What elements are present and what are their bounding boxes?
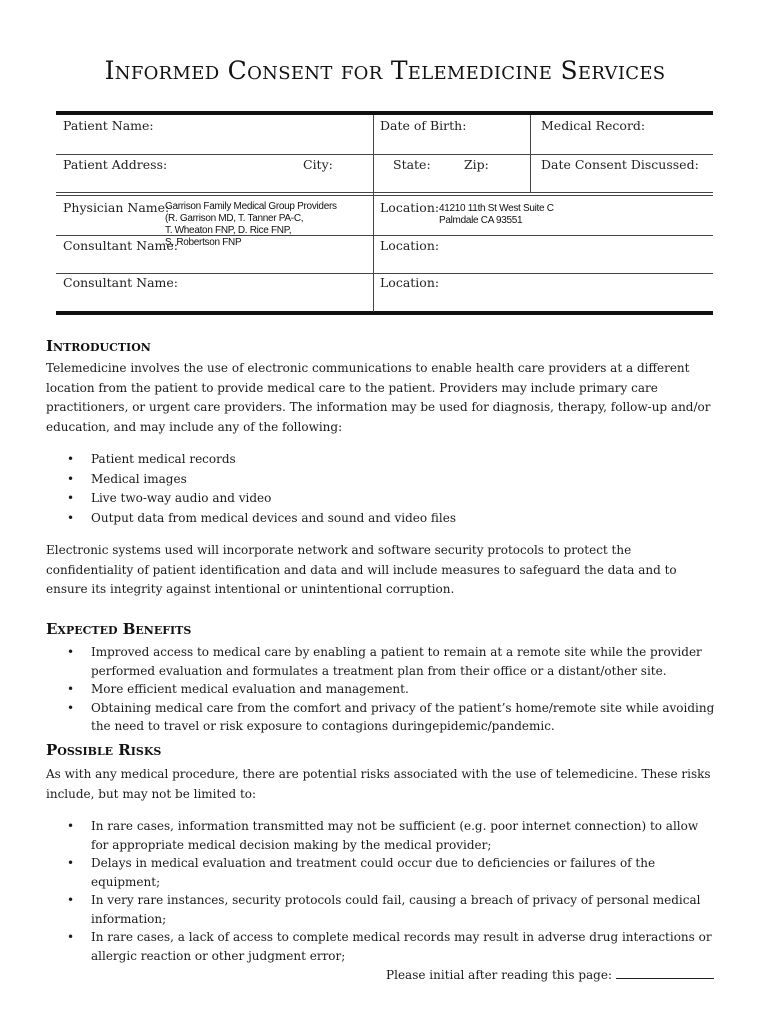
location-line-1: 41210 11th St West Suite C <box>439 203 554 214</box>
list-item: • In rare cases, a lack of access to complete medical records may result in adverse drug interactions or allergic reaction or other judgment error; <box>67 930 712 963</box>
location-label: Location: <box>380 200 440 215</box>
list-item: • Output data from medical devices and sound and video files <box>46 509 718 529</box>
dob-label: Date of Birth: <box>380 118 467 133</box>
consultant-location-label-2: Location: <box>380 275 440 290</box>
consultant-name-label-2: Consultant Name: <box>63 275 178 290</box>
introduction-heading: Introduction <box>46 337 151 355</box>
list-item: • Obtaining medical care from the comfort and privacy of the patient’s home/remote site while avoiding the need to travel or risk exposure to contagions duringepidemic/pandemic. <box>67 700 715 733</box>
introduction-list <box>46 450 718 528</box>
list-item: • More efficient medical evaluation and management. <box>46 680 718 699</box>
physician-name-line-1: Garrison Family Medical Group Providers <box>165 201 337 212</box>
physician-name-line-3: T. Wheaton FNP, D. Rice FNP, <box>165 225 292 236</box>
list-item: • In rare cases, information transmitted may not be sufficient (e.g. poor internet connection) to allow for appropriate medical decision making by the medical provider; <box>67 819 699 852</box>
page-title: Informed Consent for Telemedicine Services <box>104 56 666 85</box>
state-label: State: <box>393 157 431 172</box>
table-row-divider <box>56 195 713 196</box>
bullet-icon: • <box>67 510 75 525</box>
table-row-divider <box>56 154 713 155</box>
list-item: • Improved access to medical care by enabling a patient to remain at a remote site while the provider performed evaluation and formulates a treatment plan from their office or a distant/other site. <box>67 645 702 678</box>
table-top-rule <box>56 111 713 115</box>
initial-field[interactable] <box>616 966 714 979</box>
initial-label: Please initial after reading this page: <box>386 968 612 982</box>
location-line-2: Palmdale CA 93551 <box>439 215 523 226</box>
list-item: • In very rare instances, security protocols could fail, causing a breach of privacy of personal medical information; <box>67 893 701 926</box>
risks-heading: Possible Risks <box>46 741 162 759</box>
table-bottom-rule <box>56 311 713 315</box>
city-label: City: <box>303 157 333 172</box>
list-item: • Medical images <box>46 470 718 490</box>
bullet-icon: • <box>67 491 75 505</box>
bullet-icon: • <box>67 471 75 486</box>
list-item: • Delays in medical evaluation and treatment could occur due to deficiencies or failures of the equipment; <box>67 856 656 889</box>
list-item: • Live two-way audio and video <box>46 489 718 509</box>
patient-name-label: Patient Name: <box>63 118 154 133</box>
bullet-icon: • <box>67 452 75 466</box>
benefits-heading: Expected Benefits <box>46 620 192 638</box>
initial-prompt <box>386 966 714 982</box>
bullet-icon: • <box>67 930 75 944</box>
risks-paragraph: As with any medical procedure, there are potential risks associated with the use of telemedicine. These risks include, but may not be limited to: <box>46 767 711 801</box>
list-item: • Patient medical records <box>46 450 718 470</box>
physician-name-label: Physician Name: <box>63 200 170 215</box>
benefits-list <box>46 643 718 736</box>
consultant-location-label: Location: <box>380 238 440 253</box>
bullet-icon: • <box>67 856 75 870</box>
security-paragraph: Electronic systems used will incorporate network and software security protocols to protect the confidentiality of patient identification and data and will include measures to safeguard the data and to ensure its integrity against intentional or unintentional corruption. <box>46 543 677 596</box>
table-row-divider <box>56 273 713 274</box>
table-col-divider <box>373 115 374 312</box>
bullet-icon: • <box>67 700 75 715</box>
table-row-divider <box>56 192 713 193</box>
introduction-paragraph: Telemedicine involves the use of electronic communications to enable health care providers at a different location from the patient to provide medical care to the patient. Providers may include primary care practitioners, or urgent care providers. The information may be used for diagnosis, therapy, follow-up and/or education, and may include any of the following: <box>46 361 711 434</box>
bullet-icon: • <box>67 645 75 659</box>
physician-name-line-2: (R. Garrison MD, T. Tanner PA-C, <box>165 213 304 224</box>
bullet-icon: • <box>67 893 75 907</box>
patient-address-label: Patient Address: <box>63 157 168 172</box>
zip-label: Zip: <box>464 157 489 172</box>
bullet-icon: • <box>67 682 75 696</box>
physician-name-line-4: S. Robertson FNP <box>165 237 242 248</box>
medical-record-label: Medical Record: <box>541 118 646 133</box>
table-col-divider <box>530 115 531 192</box>
risks-list <box>46 817 718 965</box>
bullet-icon: • <box>67 819 75 833</box>
table-row-divider <box>56 235 713 236</box>
date-consent-label: Date Consent Discussed: <box>541 157 699 172</box>
consultant-name-label: Consultant Name: <box>63 238 178 253</box>
